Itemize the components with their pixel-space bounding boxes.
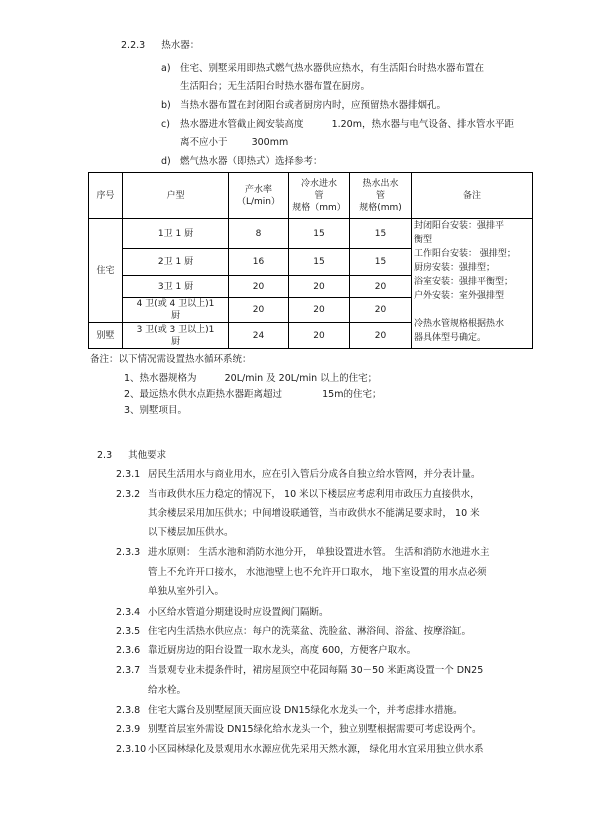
clause-number: 2.3.10 (116, 744, 147, 755)
item-b-text: 当热水器布置在封闭阳台或者厨房内时，应预留热水器排烟孔。 (180, 100, 447, 111)
clause-number: 2.3.8 (116, 705, 141, 716)
item-d-label: d) (161, 156, 171, 167)
table-row (89, 219, 533, 249)
clause-line: 小区园林绿化及景观用水水源应优先采用天然水源， 绿化用水宜采用独立供水系 (148, 744, 484, 755)
item-d-text: 燃气热水器（即热式）选择参考： (180, 156, 323, 167)
clause-number: 2.3.7 (116, 665, 141, 676)
remarks-item-3: 3、别墅项目。 (124, 405, 188, 416)
section-number: 2.3 (97, 450, 113, 461)
heater-selection-table (88, 172, 533, 349)
clause-line: 单独从室外引入。 (148, 586, 225, 597)
cell-rate: 20 (229, 276, 289, 298)
section-title: 热水器： (161, 40, 200, 51)
item-c-line1-part1: 热水器进水管截止阀安装高度 (180, 119, 304, 130)
clause-number: 2.3.9 (116, 724, 141, 735)
note-line (414, 303, 532, 317)
cell-rate: 8 (229, 219, 289, 249)
remarks-item-2-part1: 2、最远热水供水点距热水器距离超过 (124, 389, 283, 400)
clause-line: 当景观专业未提条件时，裙房屋顶空中花园每隔 30－50 米距离设置一个 DN25 (148, 665, 484, 676)
item-c-line1-part2: 1.20m，热水器与电气设备、排水管水平距 (331, 119, 514, 130)
clause-number: 2.3.3 (116, 547, 141, 558)
clause-line: 给水栓。 (148, 685, 187, 696)
item-a-label: a) (161, 63, 171, 74)
item-c-label: c) (161, 119, 170, 130)
section-title: 其他要求 (128, 450, 167, 461)
cell-hot: 15 (350, 249, 412, 276)
item-c-line2 (180, 136, 288, 149)
cell-cold: 20 (289, 276, 350, 298)
cell-notes (412, 219, 533, 349)
remarks-item-1 (124, 372, 377, 385)
remarks-item-2-part2: 15m的住宅； (322, 389, 382, 400)
clause-line: 其余楼层采用加压供水；中间增设联通管，当市政供水不能满足要求时， 10 米 (148, 508, 480, 519)
note-line: 衡型 (414, 235, 433, 245)
cell-type: 3卫 1 厨 (123, 276, 229, 298)
note-line: 封闭阳台安装：强排平 (414, 221, 505, 231)
cell-hot: 20 (350, 298, 412, 323)
clause-line: 当市政供水压力稳定的情况下， 10 米以下楼层应考虑利用市政压力直接供水， (148, 489, 480, 500)
header-unit-type: 户型 (123, 173, 229, 219)
cell-hot: 15 (350, 219, 412, 249)
section-number: 2.2.3 (121, 40, 146, 51)
group-villa: 别墅 (89, 323, 123, 349)
header-index: 序号 (89, 173, 123, 219)
clause-line: 住宅内生活热水供应点：每户的洗菜盆、洗脸盆、淋浴间、浴盆、按摩浴缸。 (148, 626, 472, 637)
clause-line: 靠近厨房边的阳台设置一取水龙头，高度 600，方便客户取水。 (148, 645, 417, 656)
cell-type: 1卫 1 厨 (123, 219, 229, 249)
header-flow-rate: 产水率 （L/min） (229, 173, 289, 219)
clause-line: 以下楼层加压供水。 (148, 527, 234, 538)
group-residential: 住宅 (89, 219, 123, 323)
cell-cold: 20 (289, 298, 350, 323)
cell-rate: 24 (229, 323, 289, 349)
clause-number: 2.3.1 (116, 469, 141, 480)
cell-hot: 20 (350, 323, 412, 349)
cell-rate: 16 (229, 249, 289, 276)
note-line: 户外安装：室外强排型 (414, 291, 505, 301)
cell-cold: 20 (289, 323, 350, 349)
remarks-item-1-part2: 20L/min 及 20L/min 以上的住宅； (224, 373, 378, 384)
note-line: 工作阳台安装： 强排型； (414, 249, 516, 259)
cell-hot: 20 (350, 276, 412, 298)
clause-line: 管上不允许开口接水， 水池池壁上也不允许开口取水， 地下室设置的用水点必须 (148, 567, 487, 578)
cell-cold: 15 (289, 219, 350, 249)
clause-line: 别墅首层室外需设 DN15绿化给水龙头一个，独立别墅根据需要可考虑设两个。 (148, 724, 482, 735)
item-a-line2: 生活阳台；无生活阳台时热水器布置在厨房。 (180, 81, 371, 92)
section-2-2-3-heading (121, 39, 199, 52)
clause-line: 小区给水管道分期建设时应设置阀门隔断。 (148, 607, 329, 618)
clause-line: 进水原则： 生活水池和消防水池分开， 单独设置进水管。 生活和消防水池进水主 (148, 547, 490, 558)
clause-number: 2.3.5 (116, 626, 141, 637)
header-notes: 备注 (412, 173, 533, 219)
clause-number: 2.3.4 (116, 607, 141, 618)
clause-number: 2.3.6 (116, 645, 141, 656)
item-c-line2-part1: 离不应小于 (180, 137, 228, 148)
table-header-row (89, 173, 533, 219)
item-b-label: b) (161, 100, 171, 111)
header-cold-pipe: 冷水进水 管 规格（mm） (289, 173, 350, 219)
cell-type: 3 卫(或 3 卫以上)1 厨 (123, 323, 229, 349)
item-a-line1: 住宅、别墅采用即热式燃气热水器供应热水，有生活阳台时热水器布置在 (180, 63, 485, 74)
note-line: 冷热水管规格根据热水 (414, 319, 505, 329)
section-2-3-heading (97, 449, 166, 462)
cell-cold: 15 (289, 249, 350, 276)
note-line: 浴室安装：强排平衡型； (414, 277, 514, 287)
remarks-item-2 (124, 388, 381, 401)
cell-rate: 20 (229, 298, 289, 323)
clause-line: 居民生活用水与商业用水，应在引入管后分成各自独立给水管网，并分表计量。 (148, 469, 481, 480)
remarks-title: 备注：以下情况需设置热水循环系统： (90, 354, 252, 365)
note-line: 厨房安装：强排型； (414, 263, 496, 273)
item-c-line2-part2: 300mm (251, 137, 289, 148)
note-line: 器具体型号确定。 (414, 333, 487, 343)
clause-number: 2.3.2 (116, 489, 141, 500)
cell-type: 2卫 1 厨 (123, 249, 229, 276)
clause-line: 住宅大露台及别墅屋顶天面应设 DN15绿化水龙头一个，并考虑排水措施。 (148, 705, 463, 716)
header-hot-pipe: 热水出水 管 规格(mm) (350, 173, 412, 219)
item-c-line1 (180, 118, 514, 131)
remarks-item-1-part1: 1、热水器规格为 (124, 373, 197, 384)
cell-type: 4 卫(或 4 卫以上)1 厨 (123, 298, 229, 323)
